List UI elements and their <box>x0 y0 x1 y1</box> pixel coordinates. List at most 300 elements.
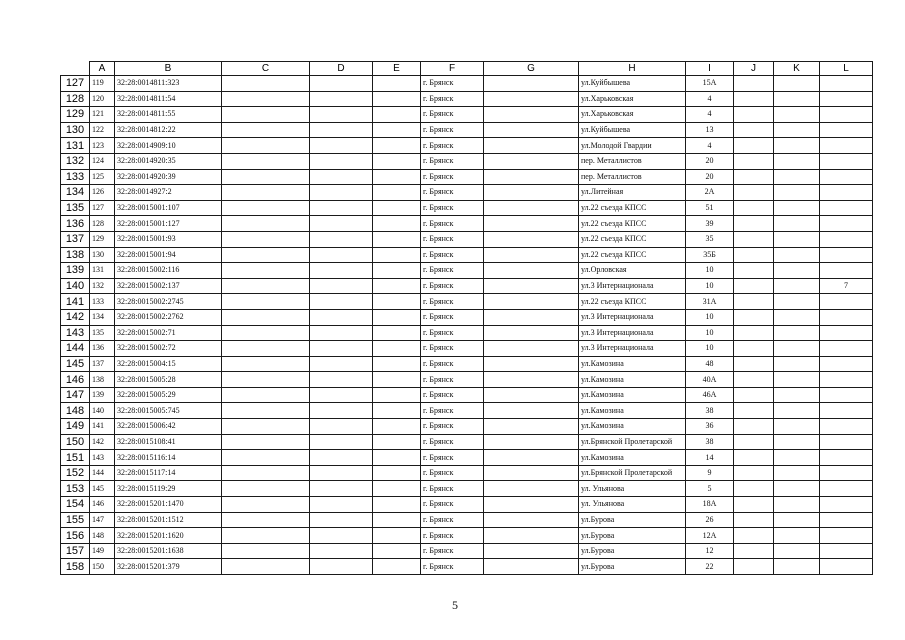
cell-f[interactable]: г. Брянск <box>421 263 484 279</box>
cell-b[interactable]: 32:28:0015001:93 <box>115 231 222 247</box>
cell-l[interactable] <box>820 231 873 247</box>
cell-f[interactable]: г. Брянск <box>421 231 484 247</box>
cell-k[interactable] <box>774 387 820 403</box>
cell-g[interactable] <box>484 528 579 544</box>
cell-h[interactable]: ул.22 съезда КПСС <box>579 231 686 247</box>
cell-b[interactable]: 32:28:0015002:116 <box>115 263 222 279</box>
cell-e[interactable] <box>373 465 421 481</box>
cell-l[interactable] <box>820 559 873 575</box>
cell-j[interactable] <box>734 341 774 357</box>
cell-d[interactable] <box>310 434 373 450</box>
cell-a[interactable]: 134 <box>90 309 115 325</box>
cell-g[interactable] <box>484 450 579 466</box>
cell-i[interactable]: 35Б <box>686 247 734 263</box>
cell-e[interactable] <box>373 169 421 185</box>
cell-c[interactable] <box>222 169 310 185</box>
cell-c[interactable] <box>222 309 310 325</box>
cell-d[interactable] <box>310 325 373 341</box>
cell-i[interactable]: 2А <box>686 185 734 201</box>
cell-a[interactable]: 130 <box>90 247 115 263</box>
cell-l[interactable] <box>820 403 873 419</box>
cell-a[interactable]: 123 <box>90 138 115 154</box>
cell-h[interactable]: пер. Металлистов <box>579 169 686 185</box>
cell-a[interactable]: 135 <box>90 325 115 341</box>
column-header-k[interactable]: K <box>774 62 820 76</box>
cell-d[interactable] <box>310 294 373 310</box>
cell-b[interactable]: 32:28:0015002:2762 <box>115 309 222 325</box>
cell-d[interactable] <box>310 153 373 169</box>
cell-a[interactable]: 127 <box>90 200 115 216</box>
cell-h[interactable]: пер. Металлистов <box>579 153 686 169</box>
cell-l[interactable] <box>820 356 873 372</box>
cell-f[interactable]: г. Брянск <box>421 138 484 154</box>
cell-c[interactable] <box>222 559 310 575</box>
column-header-b[interactable]: B <box>115 62 222 76</box>
cell-j[interactable] <box>734 403 774 419</box>
column-header-f[interactable]: F <box>421 62 484 76</box>
cell-l[interactable] <box>820 153 873 169</box>
cell-c[interactable] <box>222 185 310 201</box>
cell-d[interactable] <box>310 309 373 325</box>
cell-i[interactable]: 18А <box>686 497 734 513</box>
column-header-h[interactable]: H <box>579 62 686 76</box>
cell-c[interactable] <box>222 465 310 481</box>
cell-k[interactable] <box>774 294 820 310</box>
cell-h[interactable]: ул.22 съезда КПСС <box>579 294 686 310</box>
cell-b[interactable]: 32:28:0015116:14 <box>115 450 222 466</box>
cell-b[interactable]: 32:28:0015005:29 <box>115 387 222 403</box>
cell-a[interactable]: 138 <box>90 372 115 388</box>
cell-d[interactable] <box>310 559 373 575</box>
cell-j[interactable] <box>734 76 774 92</box>
cell-f[interactable]: г. Брянск <box>421 76 484 92</box>
cell-k[interactable] <box>774 169 820 185</box>
cell-g[interactable] <box>484 309 579 325</box>
cell-k[interactable] <box>774 122 820 138</box>
cell-g[interactable] <box>484 91 579 107</box>
cell-l[interactable] <box>820 465 873 481</box>
cell-l[interactable] <box>820 543 873 559</box>
cell-l[interactable] <box>820 512 873 528</box>
cell-b[interactable]: 32:28:0015119:29 <box>115 481 222 497</box>
cell-i[interactable]: 4 <box>686 138 734 154</box>
cell-a[interactable]: 139 <box>90 387 115 403</box>
cell-g[interactable] <box>484 247 579 263</box>
cell-e[interactable] <box>373 153 421 169</box>
cell-b[interactable]: 32:28:0015001:127 <box>115 216 222 232</box>
cell-a[interactable]: 125 <box>90 169 115 185</box>
cell-d[interactable] <box>310 372 373 388</box>
cell-a[interactable]: 132 <box>90 278 115 294</box>
cell-e[interactable] <box>373 325 421 341</box>
cell-j[interactable] <box>734 419 774 435</box>
cell-f[interactable]: г. Брянск <box>421 294 484 310</box>
cell-d[interactable] <box>310 122 373 138</box>
cell-f[interactable]: г. Брянск <box>421 465 484 481</box>
cell-k[interactable] <box>774 107 820 123</box>
cell-k[interactable] <box>774 512 820 528</box>
cell-l[interactable] <box>820 122 873 138</box>
cell-b[interactable]: 32:28:0014812:22 <box>115 122 222 138</box>
cell-f[interactable]: г. Брянск <box>421 434 484 450</box>
cell-j[interactable] <box>734 247 774 263</box>
cell-f[interactable]: г. Брянск <box>421 403 484 419</box>
cell-d[interactable] <box>310 76 373 92</box>
cell-f[interactable]: г. Брянск <box>421 107 484 123</box>
cell-c[interactable] <box>222 294 310 310</box>
cell-i[interactable]: 10 <box>686 325 734 341</box>
cell-b[interactable]: 32:28:0015002:137 <box>115 278 222 294</box>
cell-h[interactable]: ул.Бурова <box>579 559 686 575</box>
cell-a[interactable]: 142 <box>90 434 115 450</box>
cell-k[interactable] <box>774 91 820 107</box>
cell-e[interactable] <box>373 559 421 575</box>
cell-f[interactable]: г. Брянск <box>421 91 484 107</box>
cell-g[interactable] <box>484 138 579 154</box>
cell-g[interactable] <box>484 278 579 294</box>
cell-g[interactable] <box>484 356 579 372</box>
cell-e[interactable] <box>373 107 421 123</box>
cell-f[interactable]: г. Брянск <box>421 372 484 388</box>
cell-k[interactable] <box>774 216 820 232</box>
cell-g[interactable] <box>484 263 579 279</box>
cell-a[interactable]: 122 <box>90 122 115 138</box>
cell-h[interactable]: ул.Бурова <box>579 543 686 559</box>
column-header-j[interactable]: J <box>734 62 774 76</box>
cell-a[interactable]: 149 <box>90 543 115 559</box>
cell-a[interactable]: 146 <box>90 497 115 513</box>
cell-b[interactable]: 32:28:0015006:42 <box>115 419 222 435</box>
cell-e[interactable] <box>373 185 421 201</box>
cell-i[interactable]: 39 <box>686 216 734 232</box>
cell-c[interactable] <box>222 356 310 372</box>
cell-i[interactable]: 38 <box>686 434 734 450</box>
cell-h[interactable]: ул.Камозина <box>579 372 686 388</box>
cell-i[interactable]: 51 <box>686 200 734 216</box>
cell-l[interactable] <box>820 419 873 435</box>
cell-g[interactable] <box>484 512 579 528</box>
cell-j[interactable] <box>734 325 774 341</box>
cell-c[interactable] <box>222 528 310 544</box>
cell-j[interactable] <box>734 450 774 466</box>
cell-j[interactable] <box>734 231 774 247</box>
cell-j[interactable] <box>734 356 774 372</box>
cell-b[interactable]: 32:28:0015201:1470 <box>115 497 222 513</box>
cell-e[interactable] <box>373 481 421 497</box>
cell-f[interactable]: г. Брянск <box>421 325 484 341</box>
cell-d[interactable] <box>310 138 373 154</box>
cell-a[interactable]: 121 <box>90 107 115 123</box>
cell-h[interactable]: ул.Орловская <box>579 263 686 279</box>
cell-j[interactable] <box>734 512 774 528</box>
cell-l[interactable] <box>820 387 873 403</box>
cell-j[interactable] <box>734 543 774 559</box>
cell-i[interactable]: 4 <box>686 107 734 123</box>
cell-i[interactable]: 14 <box>686 450 734 466</box>
cell-i[interactable]: 38 <box>686 403 734 419</box>
cell-l[interactable] <box>820 76 873 92</box>
cell-j[interactable] <box>734 387 774 403</box>
cell-l[interactable] <box>820 138 873 154</box>
cell-a[interactable]: 143 <box>90 450 115 466</box>
column-header-d[interactable]: D <box>310 62 373 76</box>
cell-b[interactable]: 32:28:0015108:41 <box>115 434 222 450</box>
cell-d[interactable] <box>310 185 373 201</box>
cell-i[interactable]: 40А <box>686 372 734 388</box>
cell-b[interactable]: 32:28:0015005:28 <box>115 372 222 388</box>
cell-b[interactable]: 32:28:0015004:15 <box>115 356 222 372</box>
cell-c[interactable] <box>222 497 310 513</box>
cell-h[interactable]: ул.Литейная <box>579 185 686 201</box>
cell-b[interactable]: 32:28:0014811:55 <box>115 107 222 123</box>
cell-d[interactable] <box>310 247 373 263</box>
cell-b[interactable]: 32:28:0015201:1638 <box>115 543 222 559</box>
cell-k[interactable] <box>774 200 820 216</box>
cell-e[interactable] <box>373 76 421 92</box>
column-header-i[interactable]: I <box>686 62 734 76</box>
cell-e[interactable] <box>373 91 421 107</box>
cell-c[interactable] <box>222 76 310 92</box>
cell-j[interactable] <box>734 138 774 154</box>
cell-d[interactable] <box>310 231 373 247</box>
cell-e[interactable] <box>373 543 421 559</box>
cell-d[interactable] <box>310 91 373 107</box>
cell-h[interactable]: ул.Бурова <box>579 528 686 544</box>
cell-l[interactable] <box>820 528 873 544</box>
cell-i[interactable]: 15А <box>686 76 734 92</box>
cell-f[interactable]: г. Брянск <box>421 419 484 435</box>
cell-j[interactable] <box>734 559 774 575</box>
cell-i[interactable]: 46А <box>686 387 734 403</box>
cell-g[interactable] <box>484 497 579 513</box>
cell-d[interactable] <box>310 216 373 232</box>
cell-h[interactable]: ул.Камозина <box>579 356 686 372</box>
cell-e[interactable] <box>373 309 421 325</box>
cell-l[interactable] <box>820 185 873 201</box>
cell-h[interactable]: ул.3 Интернационала <box>579 309 686 325</box>
cell-c[interactable] <box>222 450 310 466</box>
cell-c[interactable] <box>222 263 310 279</box>
cell-k[interactable] <box>774 231 820 247</box>
cell-a[interactable]: 128 <box>90 216 115 232</box>
cell-c[interactable] <box>222 325 310 341</box>
cell-g[interactable] <box>484 403 579 419</box>
cell-g[interactable] <box>484 216 579 232</box>
cell-h[interactable]: ул.22 съезда КПСС <box>579 216 686 232</box>
cell-d[interactable] <box>310 107 373 123</box>
cell-g[interactable] <box>484 325 579 341</box>
cell-j[interactable] <box>734 216 774 232</box>
cell-d[interactable] <box>310 481 373 497</box>
cell-d[interactable] <box>310 497 373 513</box>
cell-j[interactable] <box>734 185 774 201</box>
cell-e[interactable] <box>373 497 421 513</box>
cell-a[interactable]: 150 <box>90 559 115 575</box>
cell-f[interactable]: г. Брянск <box>421 216 484 232</box>
cell-d[interactable] <box>310 543 373 559</box>
cell-g[interactable] <box>484 372 579 388</box>
cell-k[interactable] <box>774 497 820 513</box>
cell-a[interactable]: 144 <box>90 465 115 481</box>
cell-k[interactable] <box>774 309 820 325</box>
cell-d[interactable] <box>310 465 373 481</box>
cell-l[interactable] <box>820 263 873 279</box>
cell-l[interactable] <box>820 107 873 123</box>
cell-a[interactable]: 129 <box>90 231 115 247</box>
cell-h[interactable]: ул.Куйбышева <box>579 76 686 92</box>
cell-j[interactable] <box>734 200 774 216</box>
cell-i[interactable]: 20 <box>686 153 734 169</box>
cell-i[interactable]: 10 <box>686 278 734 294</box>
cell-k[interactable] <box>774 403 820 419</box>
cell-e[interactable] <box>373 294 421 310</box>
cell-b[interactable]: 32:28:0015201:379 <box>115 559 222 575</box>
cell-h[interactable]: ул.Брянской Пролетарской <box>579 434 686 450</box>
cell-e[interactable] <box>373 387 421 403</box>
cell-f[interactable]: г. Брянск <box>421 356 484 372</box>
cell-c[interactable] <box>222 387 310 403</box>
cell-h[interactable]: ул.22 съезда КПСС <box>579 200 686 216</box>
cell-e[interactable] <box>373 512 421 528</box>
cell-h[interactable]: ул.3 Интернационала <box>579 278 686 294</box>
cell-e[interactable] <box>373 200 421 216</box>
cell-d[interactable] <box>310 450 373 466</box>
cell-c[interactable] <box>222 91 310 107</box>
cell-g[interactable] <box>484 231 579 247</box>
cell-g[interactable] <box>484 122 579 138</box>
cell-i[interactable]: 35 <box>686 231 734 247</box>
cell-h[interactable]: ул.22 съезда КПСС <box>579 247 686 263</box>
cell-g[interactable] <box>484 465 579 481</box>
cell-e[interactable] <box>373 419 421 435</box>
cell-g[interactable] <box>484 153 579 169</box>
cell-g[interactable] <box>484 107 579 123</box>
cell-c[interactable] <box>222 153 310 169</box>
cell-d[interactable] <box>310 528 373 544</box>
cell-g[interactable] <box>484 294 579 310</box>
cell-k[interactable] <box>774 138 820 154</box>
cell-h[interactable]: ул. Ульянова <box>579 497 686 513</box>
cell-i[interactable]: 22 <box>686 559 734 575</box>
cell-l[interactable] <box>820 309 873 325</box>
cell-d[interactable] <box>310 387 373 403</box>
cell-c[interactable] <box>222 341 310 357</box>
cell-l[interactable] <box>820 169 873 185</box>
cell-g[interactable] <box>484 341 579 357</box>
cell-l[interactable] <box>820 434 873 450</box>
cell-g[interactable] <box>484 481 579 497</box>
cell-i[interactable]: 31А <box>686 294 734 310</box>
cell-f[interactable]: г. Брянск <box>421 497 484 513</box>
cell-j[interactable] <box>734 263 774 279</box>
cell-c[interactable] <box>222 372 310 388</box>
cell-b[interactable]: 32:28:0015117:14 <box>115 465 222 481</box>
cell-i[interactable]: 10 <box>686 309 734 325</box>
cell-l[interactable] <box>820 91 873 107</box>
cell-e[interactable] <box>373 138 421 154</box>
cell-f[interactable]: г. Брянск <box>421 528 484 544</box>
cell-i[interactable]: 20 <box>686 169 734 185</box>
cell-d[interactable] <box>310 263 373 279</box>
column-header-e[interactable]: E <box>373 62 421 76</box>
cell-g[interactable] <box>484 200 579 216</box>
cell-l[interactable] <box>820 294 873 310</box>
cell-e[interactable] <box>373 434 421 450</box>
cell-d[interactable] <box>310 356 373 372</box>
cell-a[interactable]: 126 <box>90 185 115 201</box>
cell-c[interactable] <box>222 107 310 123</box>
cell-j[interactable] <box>734 91 774 107</box>
cell-i[interactable]: 26 <box>686 512 734 528</box>
cell-f[interactable]: г. Брянск <box>421 450 484 466</box>
cell-h[interactable]: ул.Брянской Пролетарской <box>579 465 686 481</box>
cell-j[interactable] <box>734 153 774 169</box>
cell-d[interactable] <box>310 419 373 435</box>
cell-d[interactable] <box>310 278 373 294</box>
cell-f[interactable]: г. Брянск <box>421 341 484 357</box>
cell-l[interactable] <box>820 247 873 263</box>
cell-c[interactable] <box>222 543 310 559</box>
cell-b[interactable]: 32:28:0015001:107 <box>115 200 222 216</box>
cell-l[interactable]: 7 <box>820 278 873 294</box>
cell-b[interactable]: 32:28:0014811:54 <box>115 91 222 107</box>
cell-a[interactable]: 145 <box>90 481 115 497</box>
cell-b[interactable]: 32:28:0014920:39 <box>115 169 222 185</box>
cell-b[interactable]: 32:28:0015005:745 <box>115 403 222 419</box>
cell-k[interactable] <box>774 356 820 372</box>
cell-e[interactable] <box>373 403 421 419</box>
cell-a[interactable]: 124 <box>90 153 115 169</box>
cell-k[interactable] <box>774 450 820 466</box>
cell-a[interactable]: 119 <box>90 76 115 92</box>
cell-l[interactable] <box>820 200 873 216</box>
cell-k[interactable] <box>774 325 820 341</box>
cell-e[interactable] <box>373 356 421 372</box>
cell-a[interactable]: 136 <box>90 341 115 357</box>
cell-a[interactable]: 147 <box>90 512 115 528</box>
cell-h[interactable]: ул. Ульянова <box>579 481 686 497</box>
cell-c[interactable] <box>222 200 310 216</box>
cell-h[interactable]: ул.Молодой Гвардии <box>579 138 686 154</box>
cell-b[interactable]: 32:28:0014811:323 <box>115 76 222 92</box>
cell-i[interactable]: 10 <box>686 341 734 357</box>
cell-j[interactable] <box>734 294 774 310</box>
cell-c[interactable] <box>222 419 310 435</box>
cell-k[interactable] <box>774 481 820 497</box>
cell-f[interactable]: г. Брянск <box>421 387 484 403</box>
cell-g[interactable] <box>484 543 579 559</box>
cell-c[interactable] <box>222 403 310 419</box>
cell-c[interactable] <box>222 122 310 138</box>
cell-g[interactable] <box>484 559 579 575</box>
cell-g[interactable] <box>484 434 579 450</box>
cell-k[interactable] <box>774 76 820 92</box>
cell-k[interactable] <box>774 528 820 544</box>
cell-b[interactable]: 32:28:0014909:10 <box>115 138 222 154</box>
cell-k[interactable] <box>774 341 820 357</box>
column-header-a[interactable]: A <box>90 62 115 76</box>
cell-c[interactable] <box>222 138 310 154</box>
cell-f[interactable]: г. Брянск <box>421 278 484 294</box>
cell-d[interactable] <box>310 200 373 216</box>
cell-d[interactable] <box>310 512 373 528</box>
cell-i[interactable]: 5 <box>686 481 734 497</box>
cell-c[interactable] <box>222 512 310 528</box>
cell-b[interactable]: 32:28:0015002:2745 <box>115 294 222 310</box>
cell-h[interactable]: ул.Камозина <box>579 403 686 419</box>
cell-l[interactable] <box>820 372 873 388</box>
cell-c[interactable] <box>222 231 310 247</box>
